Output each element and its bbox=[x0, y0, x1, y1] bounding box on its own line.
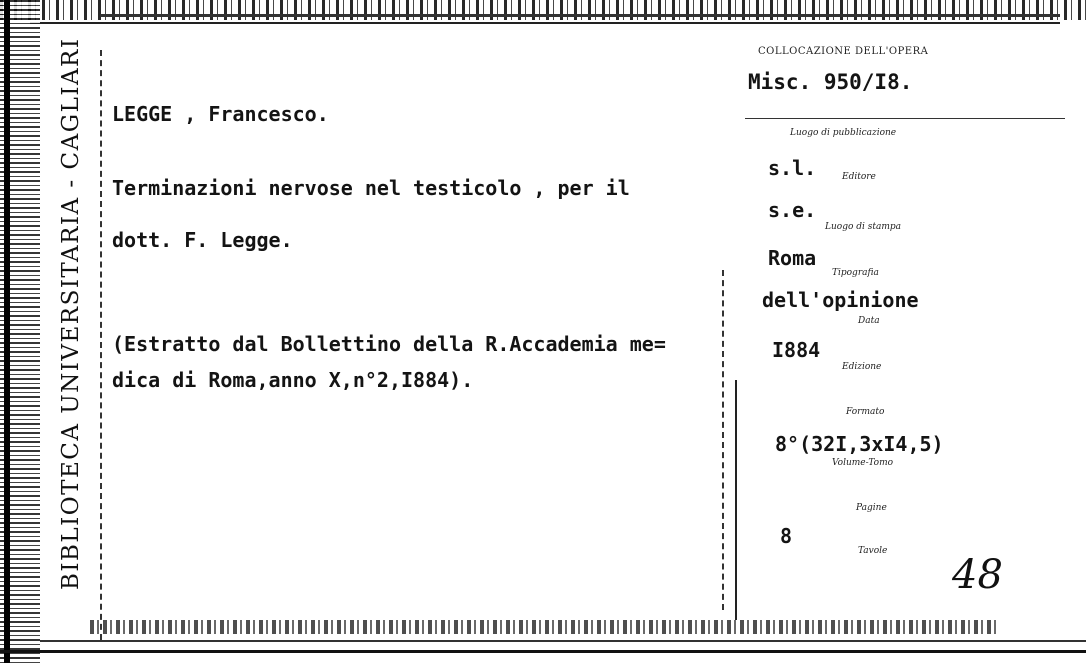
editore-label: Editore bbox=[842, 172, 876, 182]
bottom-scan-border bbox=[90, 620, 1000, 634]
author-heading: LEGGE , Francesco. bbox=[112, 102, 329, 126]
top-scan-border bbox=[0, 0, 1086, 20]
collocation-header: COLLOCAZIONE DELL'OPERA bbox=[758, 46, 929, 57]
formato-label: Formato bbox=[846, 407, 885, 417]
tipografia-value: dell'opinione bbox=[762, 288, 919, 312]
left-edge-bar bbox=[4, 0, 10, 663]
data-label: Data bbox=[858, 316, 880, 326]
luogo-stampa-label: Luogo di stampa bbox=[825, 222, 901, 232]
bottom-rule-upper bbox=[40, 640, 1086, 642]
left-column-guide bbox=[100, 50, 102, 640]
tavole-label: Tavole bbox=[858, 546, 888, 556]
edizione-label: Edizione bbox=[842, 362, 882, 372]
shelfmark: Misc. 950/I8. bbox=[748, 70, 913, 94]
editore-value: s.e. bbox=[768, 198, 817, 222]
library-spine-label: BIBLIOTECA UNIVERSITARIA - CAGLIARI bbox=[58, 37, 84, 590]
tipografia-label: Tipografia bbox=[832, 268, 879, 278]
collocation-rule bbox=[745, 118, 1065, 119]
luogo-pubblicazione-value: s.l. bbox=[768, 156, 817, 180]
right-column-divider bbox=[735, 380, 737, 620]
note-line-2: dica di Roma,anno X,n°2,I884). bbox=[112, 368, 474, 392]
title-line-1: Terminazioni nervose nel testicolo , per il bbox=[112, 176, 630, 200]
luogo-stampa-value: Roma bbox=[768, 246, 817, 270]
formato-value: 8°(32I,3xI4,5) bbox=[775, 432, 944, 456]
handwritten-note: 48 bbox=[952, 552, 1003, 598]
bottom-rule bbox=[0, 650, 1086, 653]
note-line-1: (Estratto dal Bollettino della R.Accademia me= bbox=[112, 332, 666, 356]
pagine-label: Pagine bbox=[856, 503, 887, 513]
luogo-pubblicazione-label: Luogo di pubblicazione bbox=[790, 128, 897, 138]
title-line-2: dott. F. Legge. bbox=[112, 228, 293, 252]
volume-tomo-label: Volume-Tomo bbox=[832, 458, 894, 468]
middle-column-guide bbox=[722, 270, 724, 610]
pagine-value: 8 bbox=[780, 524, 793, 548]
top-rule-upper bbox=[100, 14, 1060, 17]
data-value: I884 bbox=[772, 338, 821, 362]
top-rule bbox=[30, 22, 1060, 24]
